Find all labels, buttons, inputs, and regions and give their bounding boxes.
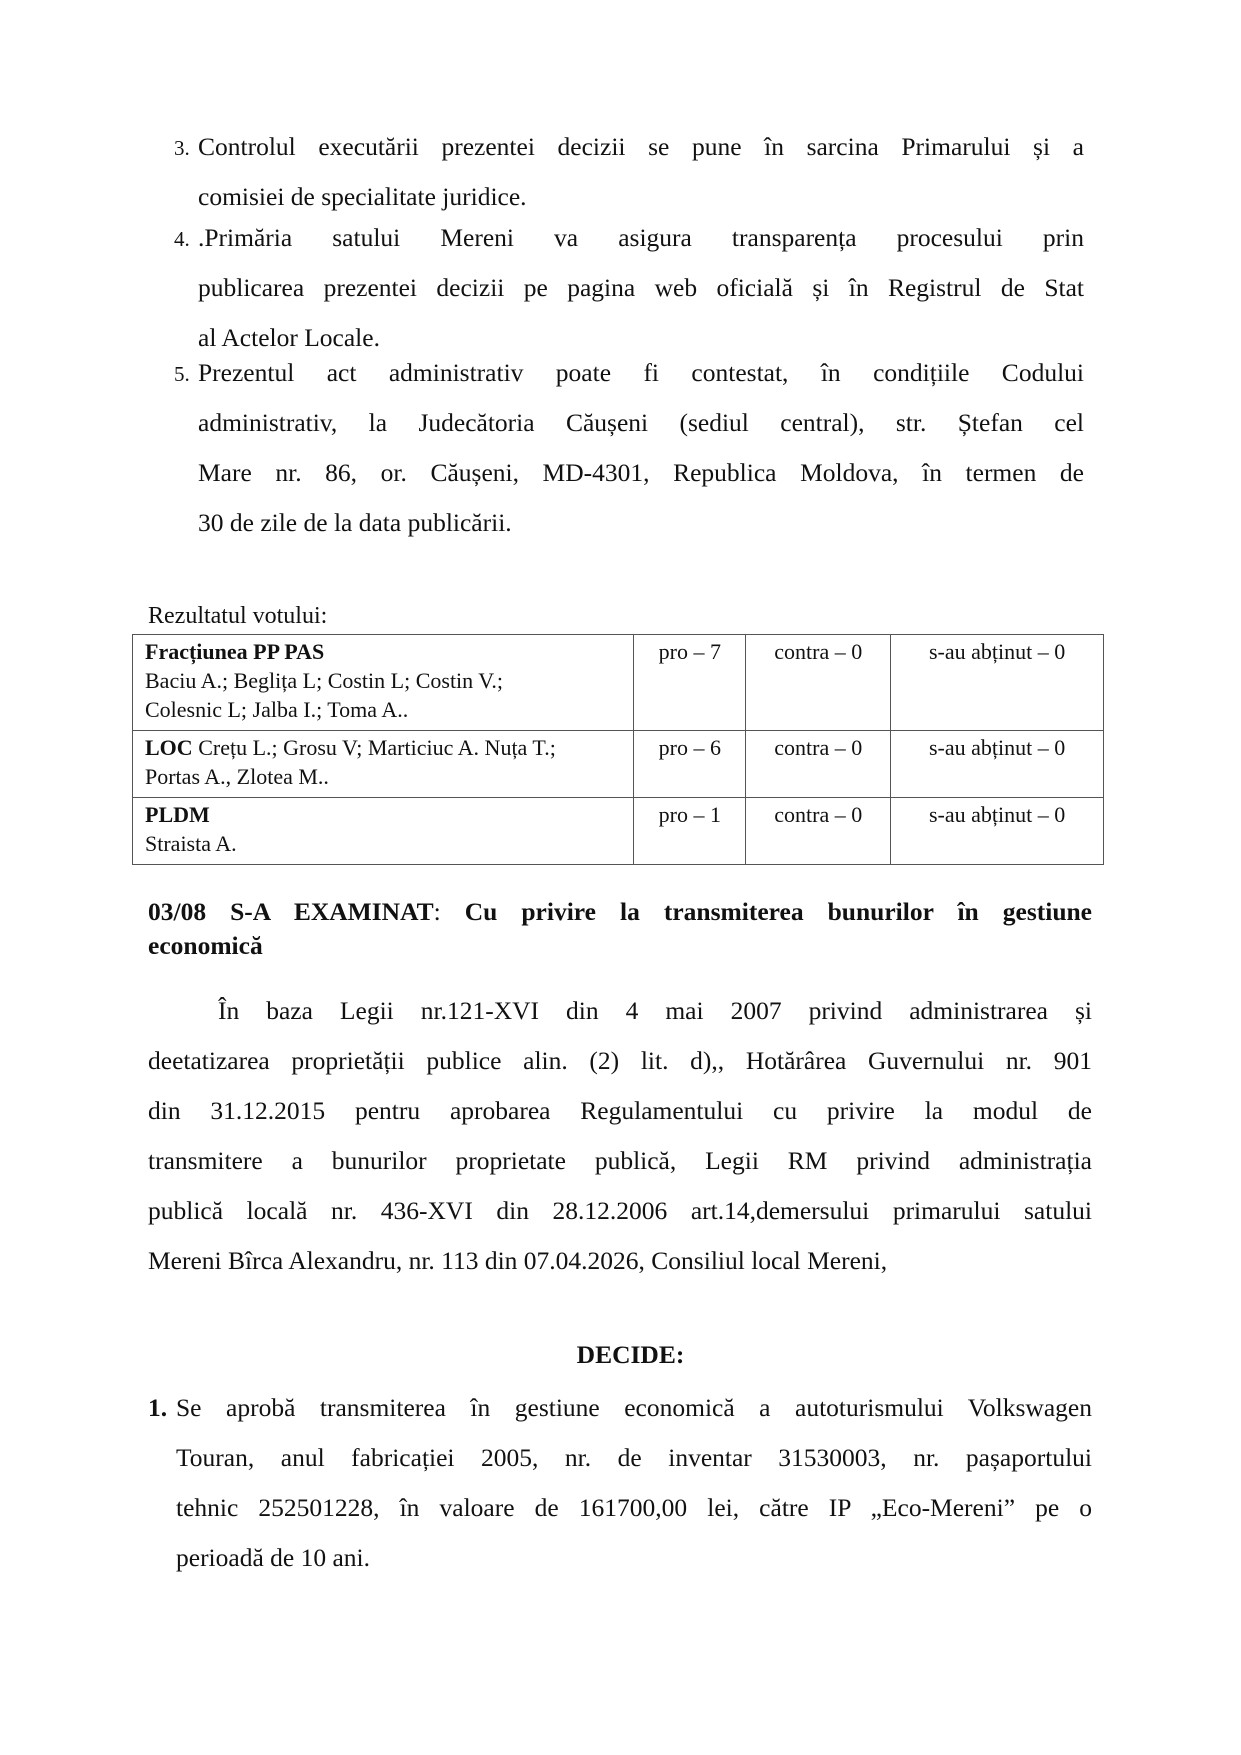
faction-cell xyxy=(133,798,634,865)
faction-members: Baciu A.; Beglița L; Costin L; Costin V.; xyxy=(145,668,503,693)
table-row xyxy=(133,798,1104,865)
preamble xyxy=(148,986,1092,1286)
decision-item-1 xyxy=(148,1383,1092,1583)
item-line: perioadă de 10 ani. xyxy=(176,1543,371,1572)
pro-count: pro – 7 xyxy=(634,635,746,731)
item-number: 4. xyxy=(174,227,190,251)
preamble-line: din 31.12.2015 pentru aprobarea Regulamentului cu privire la modul de xyxy=(148,1096,1092,1125)
abstained-count: s-au abținut – 0 xyxy=(891,635,1104,731)
contra-count: contra – 0 xyxy=(746,798,891,865)
vote-results-table xyxy=(132,634,1104,865)
decision-item-3 xyxy=(174,122,1084,222)
decision-item-4 xyxy=(174,213,1084,363)
item-number: 1. xyxy=(148,1393,168,1422)
faction-name: LOC xyxy=(145,735,193,760)
table-row xyxy=(133,731,1104,798)
item-line: Prezentul act administrativ poate fi contestat, în condițiile Codului xyxy=(198,358,1084,387)
item-line: .Primăria satului Mereni va asigura transparența procesului prin xyxy=(198,223,1084,252)
item-line: al Actelor Locale. xyxy=(198,323,380,352)
section-heading xyxy=(148,895,1092,963)
pro-count: pro – 6 xyxy=(634,731,746,798)
preamble-line: publică locală nr. 436-XVI din 28.12.2006 art.14,demersului primarului satului xyxy=(148,1196,1092,1225)
faction-members: Straista A. xyxy=(145,831,237,856)
heading-line1: Cu privire la transmiterea bunurilor în gestiune xyxy=(440,897,1093,926)
preamble-line: În baza Legii nr.121-XVI din 4 mai 2007 privind administrarea și xyxy=(218,996,1092,1025)
preamble-line: Mereni Bîrca Alexandru, nr. 113 din 07.04.2026, Consiliul local Mereni, xyxy=(148,1246,888,1275)
item-line: Mare nr. 86, or. Căușeni, MD-4301, Republica Moldova, în termen de xyxy=(198,458,1084,487)
faction-name: PLDM xyxy=(145,802,210,827)
item-line: Controlul executării prezentei decizii se pune în sarcina Primarului și a xyxy=(198,132,1084,161)
pro-count: pro – 1 xyxy=(634,798,746,865)
contra-count: contra – 0 xyxy=(746,731,891,798)
abstained-count: s-au abținut – 0 xyxy=(891,731,1104,798)
vote-results-label: Rezultatul votului: xyxy=(148,603,328,629)
faction-members: Portas A., Zlotea M.. xyxy=(145,764,329,789)
item-line: publicarea prezentei decizii pe pagina web oficială și în Registrul de Stat xyxy=(198,273,1084,302)
faction-name: Fracțiunea PP PAS xyxy=(145,639,325,664)
table-row xyxy=(133,635,1104,731)
item-line: Touran, anul fabricației 2005, nr. de inventar 31530003, nr. pașaportului xyxy=(176,1443,1092,1472)
preamble-line: transmitere a bunurilor proprietate publică, Legii RM privind administrația xyxy=(148,1146,1092,1175)
faction-cell xyxy=(133,731,634,798)
item-number: 3. xyxy=(174,136,190,160)
heading-line2: economică xyxy=(148,931,263,960)
faction-members: Crețu L.; Grosu V; Marticiuc A. Nuța T.; xyxy=(192,735,556,760)
abstained-count: s-au abținut – 0 xyxy=(891,798,1104,865)
faction-members: Colesnic L; Jalba I.; Toma A.. xyxy=(145,697,409,722)
faction-cell xyxy=(133,635,634,731)
item-line: 30 de zile de la data publicării. xyxy=(198,508,512,537)
contra-count: contra – 0 xyxy=(746,635,891,731)
item-line: comisiei de specialitate juridice. xyxy=(198,182,527,211)
heading-colon: : xyxy=(433,897,441,926)
item-number: 5. xyxy=(174,362,190,386)
decide-heading: DECIDE: xyxy=(576,1340,685,1369)
item-line: administrativ, la Judecătoria Căușeni (sediul central), str. Ștefan cel xyxy=(198,408,1084,437)
decision-item-5 xyxy=(174,348,1084,548)
item-line: tehnic 252501228, în valoare de 161700,00 lei, către IP „Eco-Mereni” pe o xyxy=(176,1493,1092,1522)
heading-prefix: 03/08 S-A EXAMINAT xyxy=(148,897,434,926)
preamble-line: deetatizarea proprietății publice alin. (2) lit. d),, Hotărârea Guvernului nr. 901 xyxy=(148,1046,1092,1075)
item-line: Se aprobă transmiterea în gestiune economică a autoturismului Volkswagen xyxy=(176,1393,1092,1422)
